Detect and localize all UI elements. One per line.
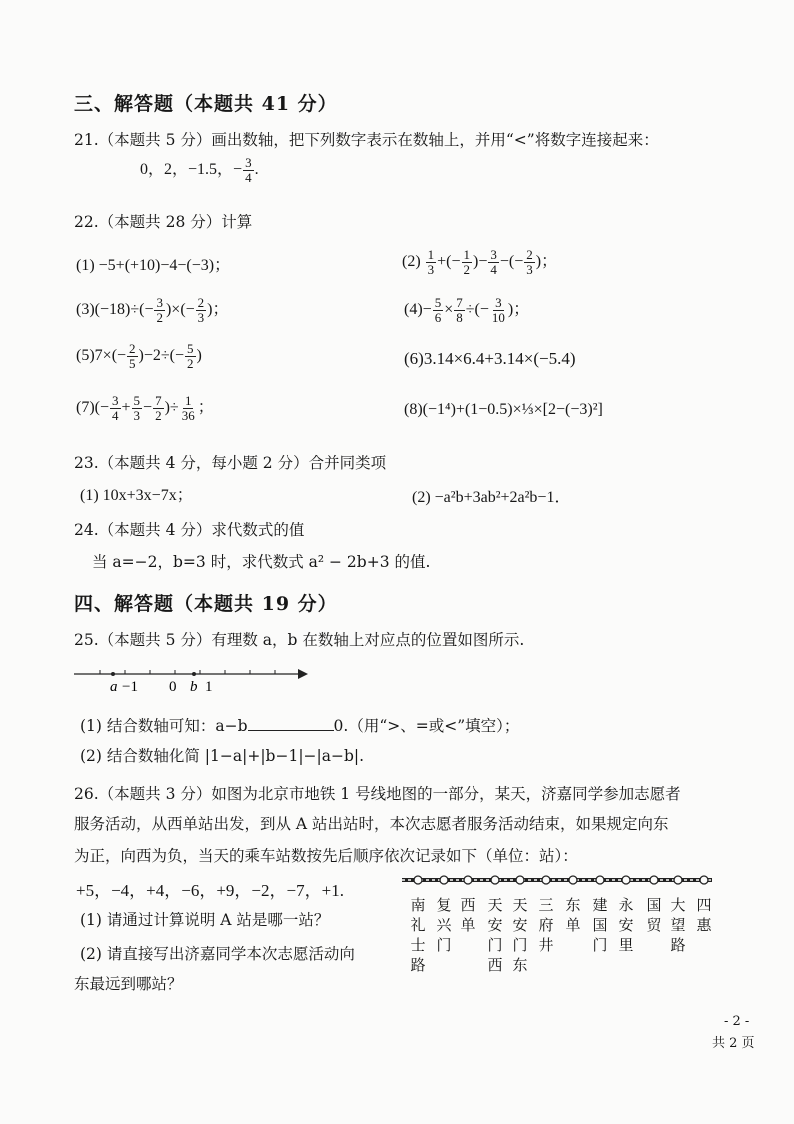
question-24-text: 24.（本题共 4 分）求代数式的值 bbox=[74, 521, 305, 539]
station-label: 国 贸 bbox=[646, 896, 662, 934]
section-4-title: 四、解答题（本题共 19 分） bbox=[74, 593, 338, 615]
axis-label-0: 0 bbox=[169, 679, 177, 695]
q22-part-8: (8)(−1⁴)+(1−0.5)×⅓×[2−(−3)²] bbox=[404, 401, 603, 418]
question-26-line-1: 26.（本题共 3 分）如图为北京市地铁 1 号线地图的一部分，某天，济嘉同学参加志愿者 bbox=[74, 785, 681, 803]
station-label: 天 安 门 东 bbox=[512, 896, 528, 974]
page-total: 共 2 页 bbox=[712, 1036, 755, 1051]
q22-part-3: (3)(−18)÷(− $\frac{3}{2}$ )×(− $\frac{2}{3}$ )； bbox=[76, 295, 229, 325]
question-21-numbers: 0，2，−1.5，− $\frac{3}{4}$ . bbox=[140, 155, 259, 185]
station-dot bbox=[414, 876, 422, 884]
q25-part-2: (2) 结合数轴化简 |1−a|+|b−1|−|a−b|. bbox=[80, 747, 365, 765]
q26-part-2b: 东最远到哪站？ bbox=[74, 975, 183, 993]
q22-p2-label: (2) bbox=[402, 253, 421, 271]
question-24-body: 当 a=−2，b=3 时，求代数式 a² − 2b+3 的值. bbox=[92, 553, 431, 571]
q26-part-1: (1) 请通过计算说明 A 站是哪一站？ bbox=[80, 911, 330, 929]
q22-p5-label: (5)7× bbox=[76, 347, 112, 365]
subway-line-map bbox=[398, 872, 718, 888]
q21-frac-den: 4 bbox=[245, 170, 252, 185]
q25-number-line bbox=[72, 660, 312, 696]
station-dot bbox=[700, 876, 708, 884]
station-label: 复 兴 门 bbox=[436, 896, 452, 954]
station-dot bbox=[516, 876, 524, 884]
station-label: 建 国 门 bbox=[592, 896, 608, 954]
station-dot bbox=[674, 876, 682, 884]
q22-p3-label: (3)(−18)÷(− bbox=[76, 301, 154, 319]
q26-part-2a: (2) 请直接写出济嘉同学本次志愿活动向 bbox=[80, 945, 355, 963]
axis-label-neg1: −1 bbox=[122, 679, 138, 695]
q22-part-6: (6)3.14×6.4+3.14×(−5.4) bbox=[404, 349, 576, 368]
q25-p1-suffix: 0.（用“>、=或<”填空）； bbox=[333, 717, 520, 735]
point-b bbox=[192, 672, 196, 676]
q21-fraction bbox=[243, 156, 254, 185]
q22-part-4: (4)− $\frac{5}{6}$ × $\frac{7}{8}$ ÷(− $\frac{3}{10}$ )； bbox=[404, 295, 530, 325]
q21-number-list: 0，2，−1.5， bbox=[140, 161, 234, 179]
question-21-text: 21.（本题共 5 分）画出数轴，把下列数字表示在数轴上，并用“<”将数字连接起来： bbox=[74, 131, 659, 149]
q25-p1-prefix: (1) 结合数轴可知：a−b bbox=[80, 717, 248, 735]
station-dot bbox=[596, 876, 604, 884]
station-dot bbox=[464, 876, 472, 884]
q21-frac-num: 3 bbox=[245, 155, 252, 170]
page-number: - 2 - bbox=[724, 1014, 750, 1029]
station-label: 三 府 井 bbox=[538, 896, 554, 954]
station-label: 天 安 门 西 bbox=[487, 896, 503, 974]
station-dot bbox=[569, 876, 577, 884]
question-26-line-2: 服务活动，从西单站出发，到从 A 站出站时，本次志愿者服务活动结束，如果规定向东 bbox=[74, 815, 669, 833]
station-dot bbox=[622, 876, 630, 884]
q26-records: +5，−4，+4，−6，+9，−2，−7，+1. bbox=[76, 881, 344, 900]
q22-p7-label: (7)(− bbox=[76, 399, 110, 417]
station-label: 西 单 bbox=[460, 896, 476, 934]
question-23-text: 23.（本题共 4 分，每小题 2 分）合并同类项 bbox=[74, 454, 387, 472]
question-25-text: 25.（本题共 5 分）有理数 a，b 在数轴上对应点的位置如图所示. bbox=[74, 631, 525, 649]
station-label: 南 礼 士 路 bbox=[410, 896, 426, 974]
axis-label-b: b bbox=[190, 679, 198, 695]
question-26-line-3: 为正，向西为负，当天的乘车站数按先后顺序依次记录如下（单位：站）： bbox=[74, 847, 578, 865]
q22-part-2: (2) $\frac{1}{3}$ +(− $\frac{1}{2}$ )− $\frac{3}{4}$ −(− $\frac{2}{3}$ )； bbox=[402, 247, 558, 277]
q23-part-2: (2) −a²b+3ab²+2a²b−1． bbox=[412, 489, 571, 506]
station-label: 大 望 路 bbox=[670, 896, 686, 954]
station-dot bbox=[650, 876, 658, 884]
q23-part-1: (1) 10x+3x−7x； bbox=[80, 487, 193, 504]
point-a bbox=[111, 672, 115, 676]
station-label: 永 安 里 bbox=[618, 896, 634, 954]
q22-part-7: (7)(− $\frac{3}{4}$ + $\frac{5}{3}$ − $\frac{7}{2}$ )÷ $\frac{1}{36}$ ； bbox=[76, 393, 214, 423]
q25-answer-blank[interactable] bbox=[248, 716, 334, 731]
station-label: 四 惠 bbox=[696, 896, 712, 934]
station-dot bbox=[491, 876, 499, 884]
station-dot bbox=[542, 876, 550, 884]
axis-label-a: a bbox=[110, 679, 118, 695]
q22-p4-label: (4)− bbox=[404, 301, 432, 319]
axis-label-1: 1 bbox=[205, 679, 213, 695]
q25-part-1 bbox=[80, 714, 519, 736]
number-line-arrow bbox=[298, 669, 308, 679]
question-22-text: 22.（本题共 28 分）计算 bbox=[74, 213, 253, 231]
q22-part-5: (5)7×(− $\frac{2}{5}$ )−2÷(− $\frac{5}{2}$ ) bbox=[76, 341, 202, 371]
station-label: 东 单 bbox=[565, 896, 581, 934]
station-dot bbox=[440, 876, 448, 884]
q22-part-1: (1) −5+(+10)−4−(−3)； bbox=[76, 257, 231, 274]
section-3-title: 三、解答题（本题共 41 分） bbox=[74, 93, 338, 115]
